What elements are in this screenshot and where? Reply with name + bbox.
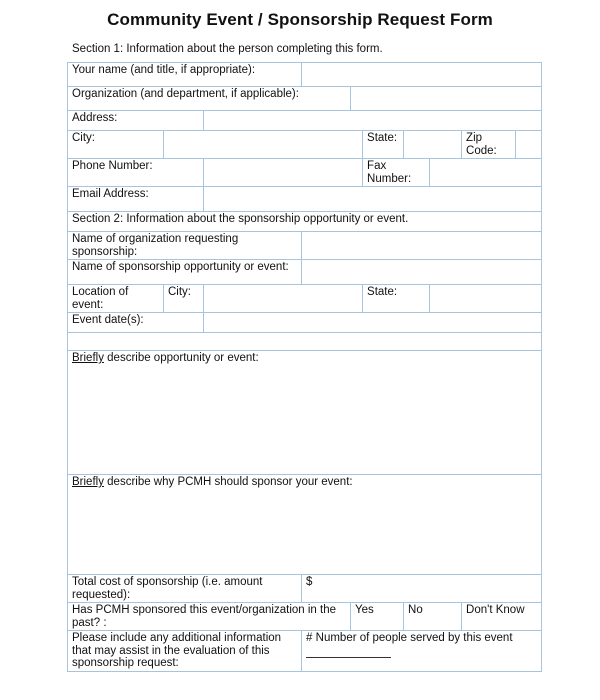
describe-opportunity-box[interactable] <box>68 351 542 475</box>
section-2-heading: Section 2: Information about the sponsorship opportunity or event. <box>68 212 542 232</box>
people-served-line <box>306 647 391 658</box>
name-field[interactable] <box>302 63 542 87</box>
additional-info-label: Please include any additional information that may assist in the evaluation of this sponsorship request: <box>68 631 302 672</box>
phone-label: Phone Number: <box>68 159 204 187</box>
requesting-org-field[interactable] <box>302 232 542 260</box>
phone-field[interactable] <box>204 159 363 187</box>
section-1-heading: Section 1: Information about the person completing this form. <box>72 43 383 55</box>
event-dates-label: Event date(s): <box>68 313 204 333</box>
total-cost-label: Total cost of sponsorship (i.e. amount requested): <box>68 575 302 603</box>
opportunity-name-label: Name of sponsorship opportunity or event: <box>68 260 302 285</box>
state-field[interactable] <box>404 131 462 159</box>
state2-label: State: <box>363 285 430 313</box>
yes-option[interactable]: Yes <box>351 603 404 631</box>
no-option[interactable]: No <box>404 603 462 631</box>
city-field[interactable] <box>164 131 363 159</box>
people-served-field[interactable] <box>302 631 542 672</box>
request-form-table <box>67 62 542 672</box>
state2-field[interactable] <box>430 285 542 313</box>
describe-emphasis: Briefly <box>72 352 104 364</box>
zip-label: Zip Code: <box>462 131 516 159</box>
address-field[interactable] <box>204 111 542 131</box>
why-emphasis: Briefly <box>72 476 104 488</box>
sponsored-before-label: Has PCMH sponsored this event/organization in the past? : <box>68 603 351 631</box>
zip-field[interactable] <box>516 131 542 159</box>
city-label: City: <box>68 131 164 159</box>
city2-field[interactable] <box>204 285 363 313</box>
dollar-sign: $ <box>306 576 313 588</box>
fax-field[interactable] <box>430 159 542 187</box>
requesting-org-label: Name of organization requesting sponsorship: <box>68 232 302 260</box>
total-cost-field[interactable] <box>302 575 542 603</box>
organization-field[interactable] <box>351 87 542 111</box>
opportunity-name-field[interactable] <box>302 260 542 285</box>
event-dates-field[interactable] <box>204 313 542 333</box>
people-served-label: # Number of people served by this event <box>306 632 513 644</box>
location-label: Location of event: <box>68 285 164 313</box>
dont-know-option[interactable]: Don't Know <box>462 603 542 631</box>
organization-label: Organization (and department, if applicable): <box>68 87 351 111</box>
why-sponsor-box[interactable] <box>68 475 542 575</box>
form-title: Community Event / Sponsorship Request Form <box>107 10 493 29</box>
email-label: Email Address: <box>68 187 204 212</box>
blank-row <box>68 333 542 351</box>
city2-label: City: <box>164 285 204 313</box>
describe-label: describe opportunity or event: <box>103 352 259 364</box>
address-label: Address: <box>68 111 204 131</box>
fax-label: Fax Number: <box>363 159 430 187</box>
name-label: Your name (and title, if appropriate): <box>68 63 302 87</box>
email-field[interactable] <box>204 187 542 212</box>
why-label: describe why PCMH should sponsor your event: <box>103 476 353 488</box>
state-label: State: <box>363 131 404 159</box>
